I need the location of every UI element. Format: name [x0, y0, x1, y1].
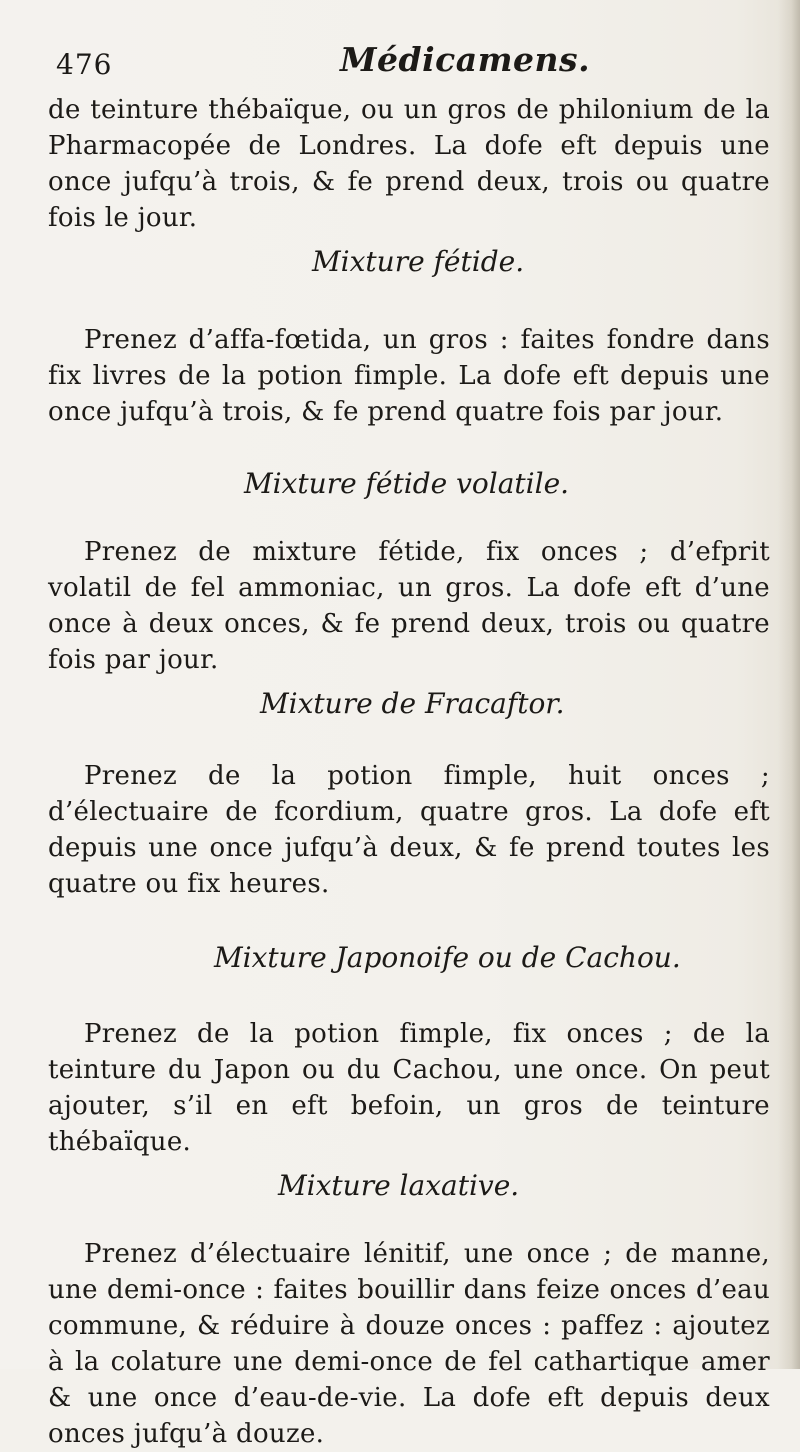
- paragraph-mixture-fracastor: Prenez de la potion fimple, huit onces ; d’électuaire de fcordium, quatre gros. La dofe eft depuis une once jufqu’à deux, & fe prend toutes les quatre ou fix heures.: [48, 761, 770, 899]
- paragraph-mixture-fetide: Prenez d’affa-fœtida, un gros : faites fondre dans fix livres de la potion fimple. La dofe eft depuis une once jufqu’à trois, & fe prend quatre fois par jour.: [48, 325, 770, 427]
- paragraph-mixture-laxative: Prenez d’électuaire lénitif, une once ; de manne, une demi-once : faites bouillir dans feize onces d’eau commune, & réduire à douze onces : paffez : ajoutez à la colature une demi-once de fel cathartique amer & une once d’eau-de-vie. La dofe eft depuis deux onces jufqu’à douze.: [48, 1239, 770, 1449]
- heading-mixture-fetide-volatile: Mixture fétide volatile.: [244, 467, 570, 500]
- heading-mixture-fracastor: Mixture de Fracaftor.: [260, 687, 565, 720]
- heading-mixture-laxative: Mixture laxative.: [278, 1169, 520, 1202]
- text-block: [48, 40, 770, 1452]
- page-number: 476: [56, 48, 113, 81]
- page-header: [48, 40, 770, 92]
- paragraph-intro: de teinture thébaïque, ou un gros de philonium de la Pharmacopée de Londres. La dofe eft depuis une once jufqu’à trois, & fe prend deux, trois ou quatre fois le jour.: [48, 95, 770, 233]
- running-title: Médicamens.: [340, 40, 591, 79]
- heading-mixture-japonoise: Mixture Japonoife ou de Cachou.: [214, 941, 681, 974]
- heading-mixture-fetide: Mixture fétide.: [312, 245, 525, 278]
- page-edge-shadow: [778, 0, 800, 1369]
- paragraph-mixture-fetide-volatile: Prenez de mixture fétide, fix onces ; d’efprit volatil de fel ammoniac, un gros. La dofe eft d’une once à deux onces, & fe prend deux, trois ou quatre fois par jour.: [48, 537, 770, 675]
- paragraph-mixture-japonoise: Prenez de la potion fimple, fix onces ; de la teinture du Japon ou du Cachou, une once. On peut ajouter, s’il en eft befoin, un gros de teinture thébaïque.: [48, 1019, 770, 1157]
